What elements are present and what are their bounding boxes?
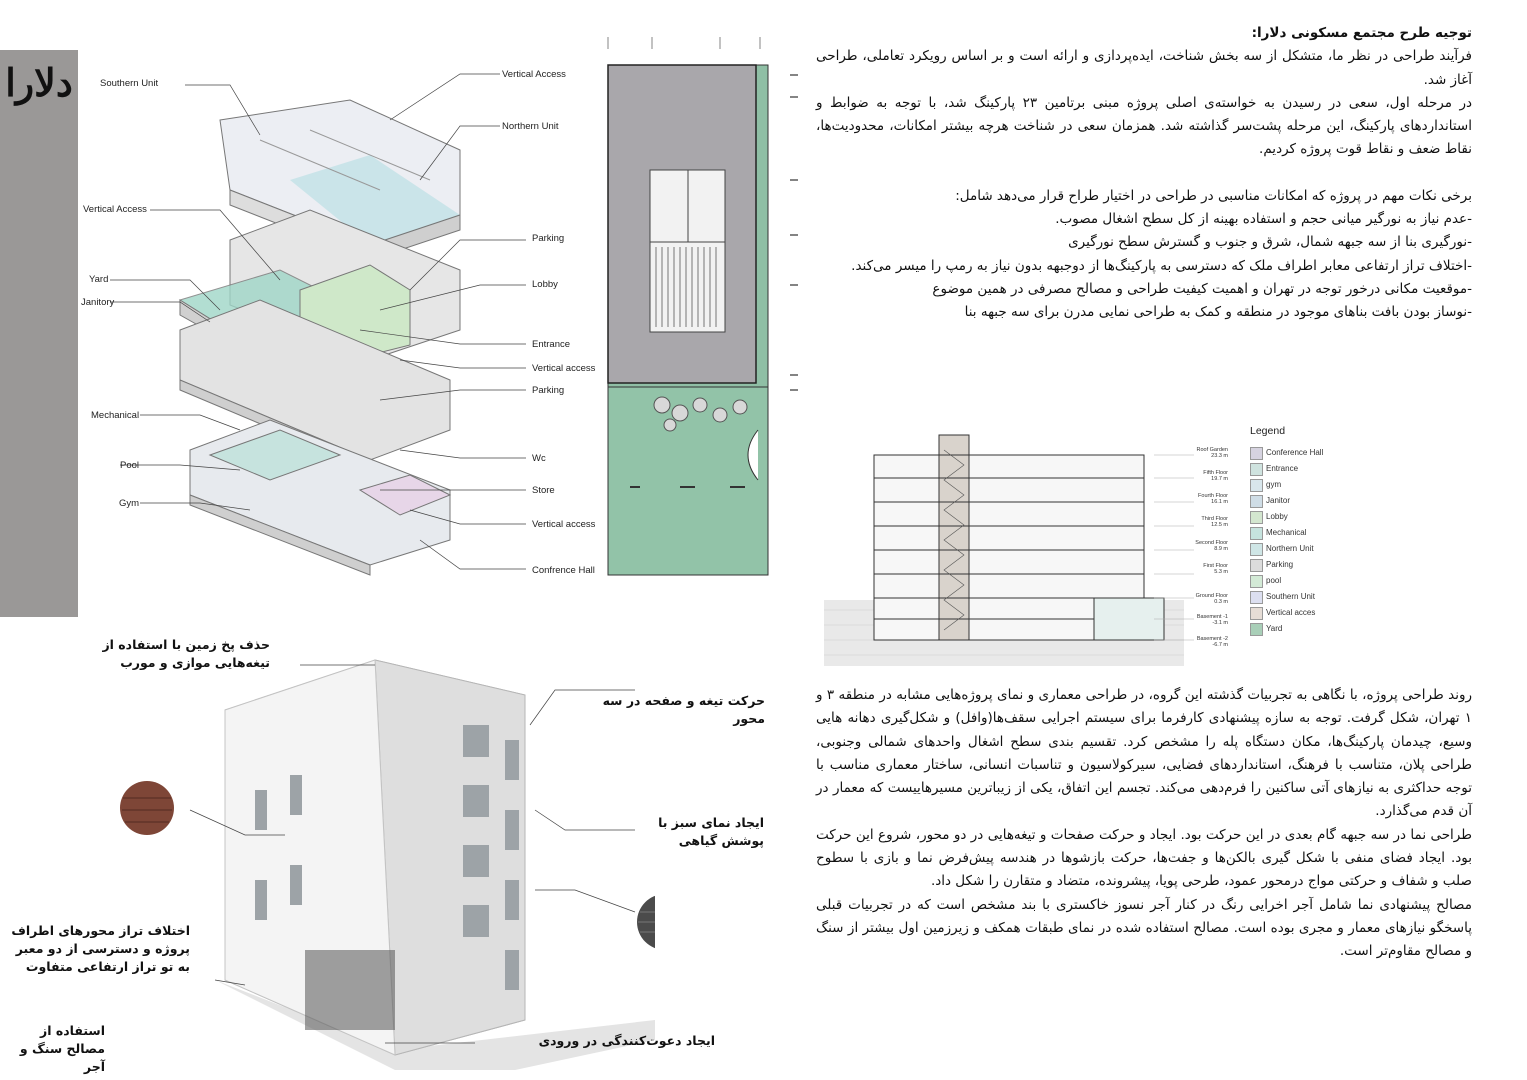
label-vertical-access-1: Vertical Access	[502, 69, 566, 80]
legend-swatch	[1250, 623, 1263, 636]
annotation-green-facade: ایجاد نمای سبز با پوشش گیاهی	[658, 815, 764, 848]
brick-material-swatch	[120, 781, 174, 835]
label-entrance: Entrance	[532, 339, 571, 350]
annotation-materials: استفاده از مصالح سنگ و آجر	[19, 1023, 105, 1074]
level-ground-floor: Ground Floor 0.3 m	[1195, 593, 1228, 605]
label-parking-1: Parking	[532, 233, 565, 244]
description-bullet-2: -نورگیری بنا از سه جبهه شمال، شرق و جنوب و گسترش سطح نورگیری	[1068, 234, 1472, 251]
section-stair-core	[939, 435, 969, 640]
legend-swatch	[1250, 559, 1263, 572]
project-title: دلارا	[5, 60, 73, 105]
section-pool	[1094, 598, 1164, 640]
level-fourth-floor: Fourth Floor 16.1 m	[1198, 493, 1228, 505]
description-paragraph-3: برخی نکات مهم در پروژه که امکانات مناسبی در طراحی در اختیار طراح قرار می‌دهد شامل:	[955, 187, 1472, 204]
label-vertical-access-4: Vertical access	[532, 519, 596, 530]
process-paragraph-2: طراحی نما در سه جبهه گام بعدی در این حرکت بود. ایجاد و حرکت صفحات و تیغه‌هایی در دو محور، شروع این حرکت بود. ایجاد فضای منفی با شکل گیری بالکن‌ها و جفت‌ها، حرکت بازشوها در هندسه پیش‌فرض نما و بازی با سطوح صلب و شفاف و حرکتی مواج درمحور عمود، طرحی پویا، پیشرونده، متضاد و متقارن را شکل داد.	[816, 826, 1472, 890]
legend-swatch	[1250, 575, 1263, 588]
building-section	[824, 430, 1234, 670]
description-bullet-3: -اختلاف تراز ارتفاعی معابر اطراف ملک که دسترسی به پارکینگ‌ها از دوجبهه بدون نیاز به رمپ را میسر می‌کند.	[851, 257, 1472, 274]
exploded-axonometric	[80, 60, 620, 590]
level-third-floor: Third Floor 12.5 m	[1201, 516, 1228, 528]
watermark-brand: TARHSTARH	[30, 985, 168, 1010]
annotation-chamfer: حذف پخ زمین با استفاده از تیغه‌هایی موازی و مورب	[102, 637, 270, 670]
facade-building	[225, 660, 525, 1055]
process-paragraph-1: روند طراحی پروژه، با نگاهی به تجربیات گذشته این گروه، در طراحی معماری و نمای پروژه‌هایی مشابه در منطقه ۳ و ۱ تهران، شکل گرفت. توجه به سازه پیشنهادی کارفرما برای سیستم اجرایی سقف‌ها(وافل) و شکل‌گیری دهانه هایی وسیع، چیدمان پارکینگ‌ها، مکان دستگاه پله را مشخص کرد. تقسیم بندی سطح اشغال واحدهای شمالی وجنوبی، طراحی پلان، متناسب با فرهنگ، استانداردهای فضایی، سیرکولاسیون و تناسبات انسانی، ساختار معماری مناسب با توجه حداکثری به نیازهای آتی ساکنین را فرم‌دهی می‌کند. تجسم این اتفاق، یکی از زیباترین مسیرهاییست که معمار در آن قدم می‌گذارد.	[816, 687, 1472, 820]
label-mechanical: Mechanical	[91, 410, 140, 421]
plan-section-marks	[790, 75, 798, 390]
design-process-text	[816, 684, 1472, 964]
label-janitory: Janitory	[81, 297, 115, 308]
description-bullet-1: -عدم نیاز به نورگیر میانی حجم و استفاده بهینه از کل سطح اشغال مصوب.	[1055, 211, 1472, 228]
label-vertical-access-3: Vertical access	[532, 363, 596, 374]
plan-grid-ticks	[608, 37, 760, 49]
legend-swatch	[1250, 479, 1263, 492]
label-northern-unit: Northern Unit	[502, 121, 559, 132]
description-paragraph-2: در مرحله اول، سعی در رسیدن به خواسته‌ی اصلی پروژه مبنی برتامین ۲۳ پارکینگ شد، با توجه به ضوابط و استانداردهای پارکینگ، این مرحله پشت‌سر گذاشته شد. همزمان سعی در شناخت هرچه بیشتر امکانات، محدودیت‌ها، نقاط ضعف و نقاط قوت پروژه کردیم.	[816, 94, 1472, 158]
process-paragraph-3: مصالح پیشنهادی نما شامل آجر اخرایی رنگ در کنار آجر نسوز خاکستری با بند مشخص است که در تجربیات قبلی پاسخگو نیازهای معمار و مجری بوده است. مصالح استفاده شده در نمای طبقات همکف و زیرزمین اول بیشتر از سنگ و مصالح مقاوم‌تر است.	[816, 896, 1472, 960]
plan-stair	[650, 242, 725, 332]
legend-swatch	[1250, 447, 1263, 460]
legend-swatch	[1250, 543, 1263, 556]
level-second-floor: Second Floor 8.9 m	[1195, 540, 1228, 552]
project-description	[816, 22, 1472, 325]
label-lobby: Lobby	[532, 279, 558, 290]
label-parking-2: Parking	[532, 385, 565, 396]
annotation-blade-movement: حرکت تیغه و صفحه در سه محور	[602, 693, 765, 726]
label-yard: Yard	[89, 274, 109, 285]
level-roof-garden: Roof Garden 23.3 m	[1196, 447, 1228, 459]
watermark: TARHSTARH © ALL RIGHT RESERVED	[30, 985, 185, 1022]
level-basement-1: Basement -1 -3.1 m	[1196, 614, 1228, 626]
label-store: Store	[532, 485, 555, 496]
annotation-level-difference: اختلاف تراز محورهای اطراف پروژه و دسترسی از دو معبر به تو تراز ارتفاعی متفاوت	[11, 923, 190, 974]
annotation-entrance-invitation: ایجاد دعوت‌کنندگی در ورودی	[538, 1033, 715, 1048]
level-fifth-floor: Fifth Floor 19.7 m	[1203, 470, 1228, 482]
watermark-subtitle: ALL RIGHT RESERVED	[30, 1011, 154, 1022]
legend-swatch	[1250, 495, 1263, 508]
site-plan	[600, 35, 810, 580]
label-wc: Wc	[532, 453, 546, 464]
label-southern-unit: Southern Unit	[100, 78, 159, 89]
legend-swatch	[1250, 463, 1263, 476]
level-first-floor: First Floor 5.3 m	[1203, 563, 1228, 575]
label-conference-hall: Confrence Hall	[532, 565, 595, 576]
legend-swatch	[1250, 527, 1263, 540]
legend-title: Legend	[1250, 425, 1286, 437]
description-bullet-5: -نوساز بودن بافت بناهای موجود در منطقه و کمک به طراحی نمایی مدرن برای سه جبهه بنا	[964, 304, 1472, 321]
description-paragraph-1: فرآیند طراحی در نظر ما، متشکل از سه بخش شناخت، ایده‌پردازی و ارائه است و بر اساس رویکرد تعاملی، طراحی آغاز شد.	[816, 48, 1472, 88]
level-basement-2: Basement -2 -6.7 m	[1196, 636, 1228, 648]
description-heading: توجیه طرح مجتمع مسکونی دلارا:	[1251, 25, 1472, 41]
label-gym: Gym	[119, 498, 140, 509]
legend-swatch	[1250, 607, 1263, 620]
label-vertical-access-2: Vertical Access	[83, 204, 147, 215]
description-bullet-4: -موقعیت مکانی درخور توجه در تهران و اهمیت کیفیت طراحی و مصالح مصرفی در همین موضوع	[932, 280, 1472, 297]
legend-swatch	[1250, 511, 1263, 524]
label-pool: Pool	[120, 460, 140, 471]
title-band	[0, 50, 78, 617]
legend-swatch	[1250, 591, 1263, 604]
